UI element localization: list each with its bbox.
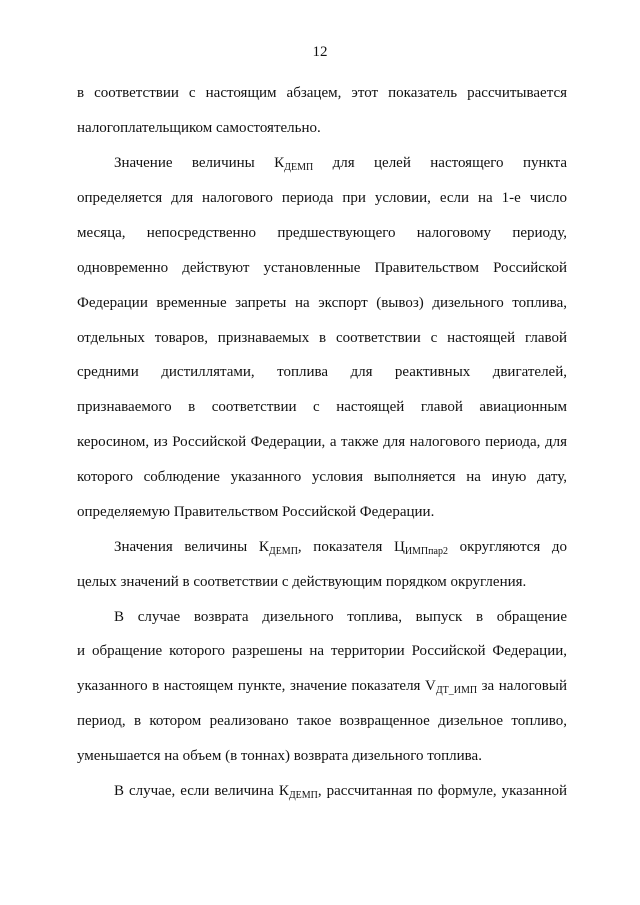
- text-line: определяемую Правительством Российской Федерации.: [77, 504, 435, 520]
- text-line: В случае, если величина $К_{ДЕМП}$, рассчитанная по формуле, указанной: [114, 783, 567, 801]
- text-line: керосином, из Российской Федерации, а также для налогового периода, для: [77, 434, 567, 450]
- text-line: Федерации временные запреты на экспорт (вывоз) дизельного топлива,: [77, 295, 567, 311]
- subscript: ДЕМП: [288, 790, 318, 801]
- text-line: Значения величины $К_{ДЕМП}$, показателя $Ц_{ИМПпар2}$ округляются до: [114, 539, 567, 557]
- text-line: указанного в настоящем пункте, значение показателя $V_{ДТ\_ИМП}$ за налоговый: [77, 678, 567, 696]
- text-line: признаваемого в соответствии с настоящей главой авиационным: [77, 399, 567, 415]
- text-line: налогоплательщиком самостоятельно.: [77, 120, 321, 136]
- subscript: ДЕМП: [284, 162, 314, 173]
- text-line: отдельных товаров, признаваемых в соответствии с настоящей главой: [77, 330, 567, 346]
- subscript: ДТ_ИМП: [435, 685, 478, 696]
- text-line: месяца, непосредственно предшествующего налоговому периоду,: [77, 225, 567, 241]
- text-line: В случае возврата дизельного топлива, выпуск в обращение: [114, 609, 567, 625]
- text-line: определяется для налогового периода при условии, если на 1-е число: [77, 190, 567, 206]
- text-line: которого соблюдение указанного условия выполняется на иную дату,: [77, 469, 567, 485]
- text-line: Значение величины $К_{ДЕМП}$ для целей настоящего пункта: [114, 155, 567, 173]
- text-line: одновременно действуют установленные Правительством Российской: [77, 260, 567, 276]
- text-line: период, в котором реализовано такое возвращенное дизельное топливо,: [77, 713, 567, 729]
- text-line: средними дистиллятами, топлива для реактивных двигателей,: [77, 364, 567, 380]
- text-line: и обращение которого разрешены на территории Российской Федерации,: [77, 643, 567, 659]
- page-number: 12: [312, 44, 328, 60]
- text-line: уменьшается на объем (в тоннах) возврата дизельного топлива.: [77, 748, 482, 764]
- subscript: ИМПпар2: [404, 546, 448, 557]
- subscript: ДЕМП: [268, 546, 298, 557]
- text-line: в соответствии с настоящим абзацем, этот показатель рассчитывается: [77, 85, 567, 101]
- text-line: целых значений в соответствии с действующим порядком округления.: [77, 574, 527, 590]
